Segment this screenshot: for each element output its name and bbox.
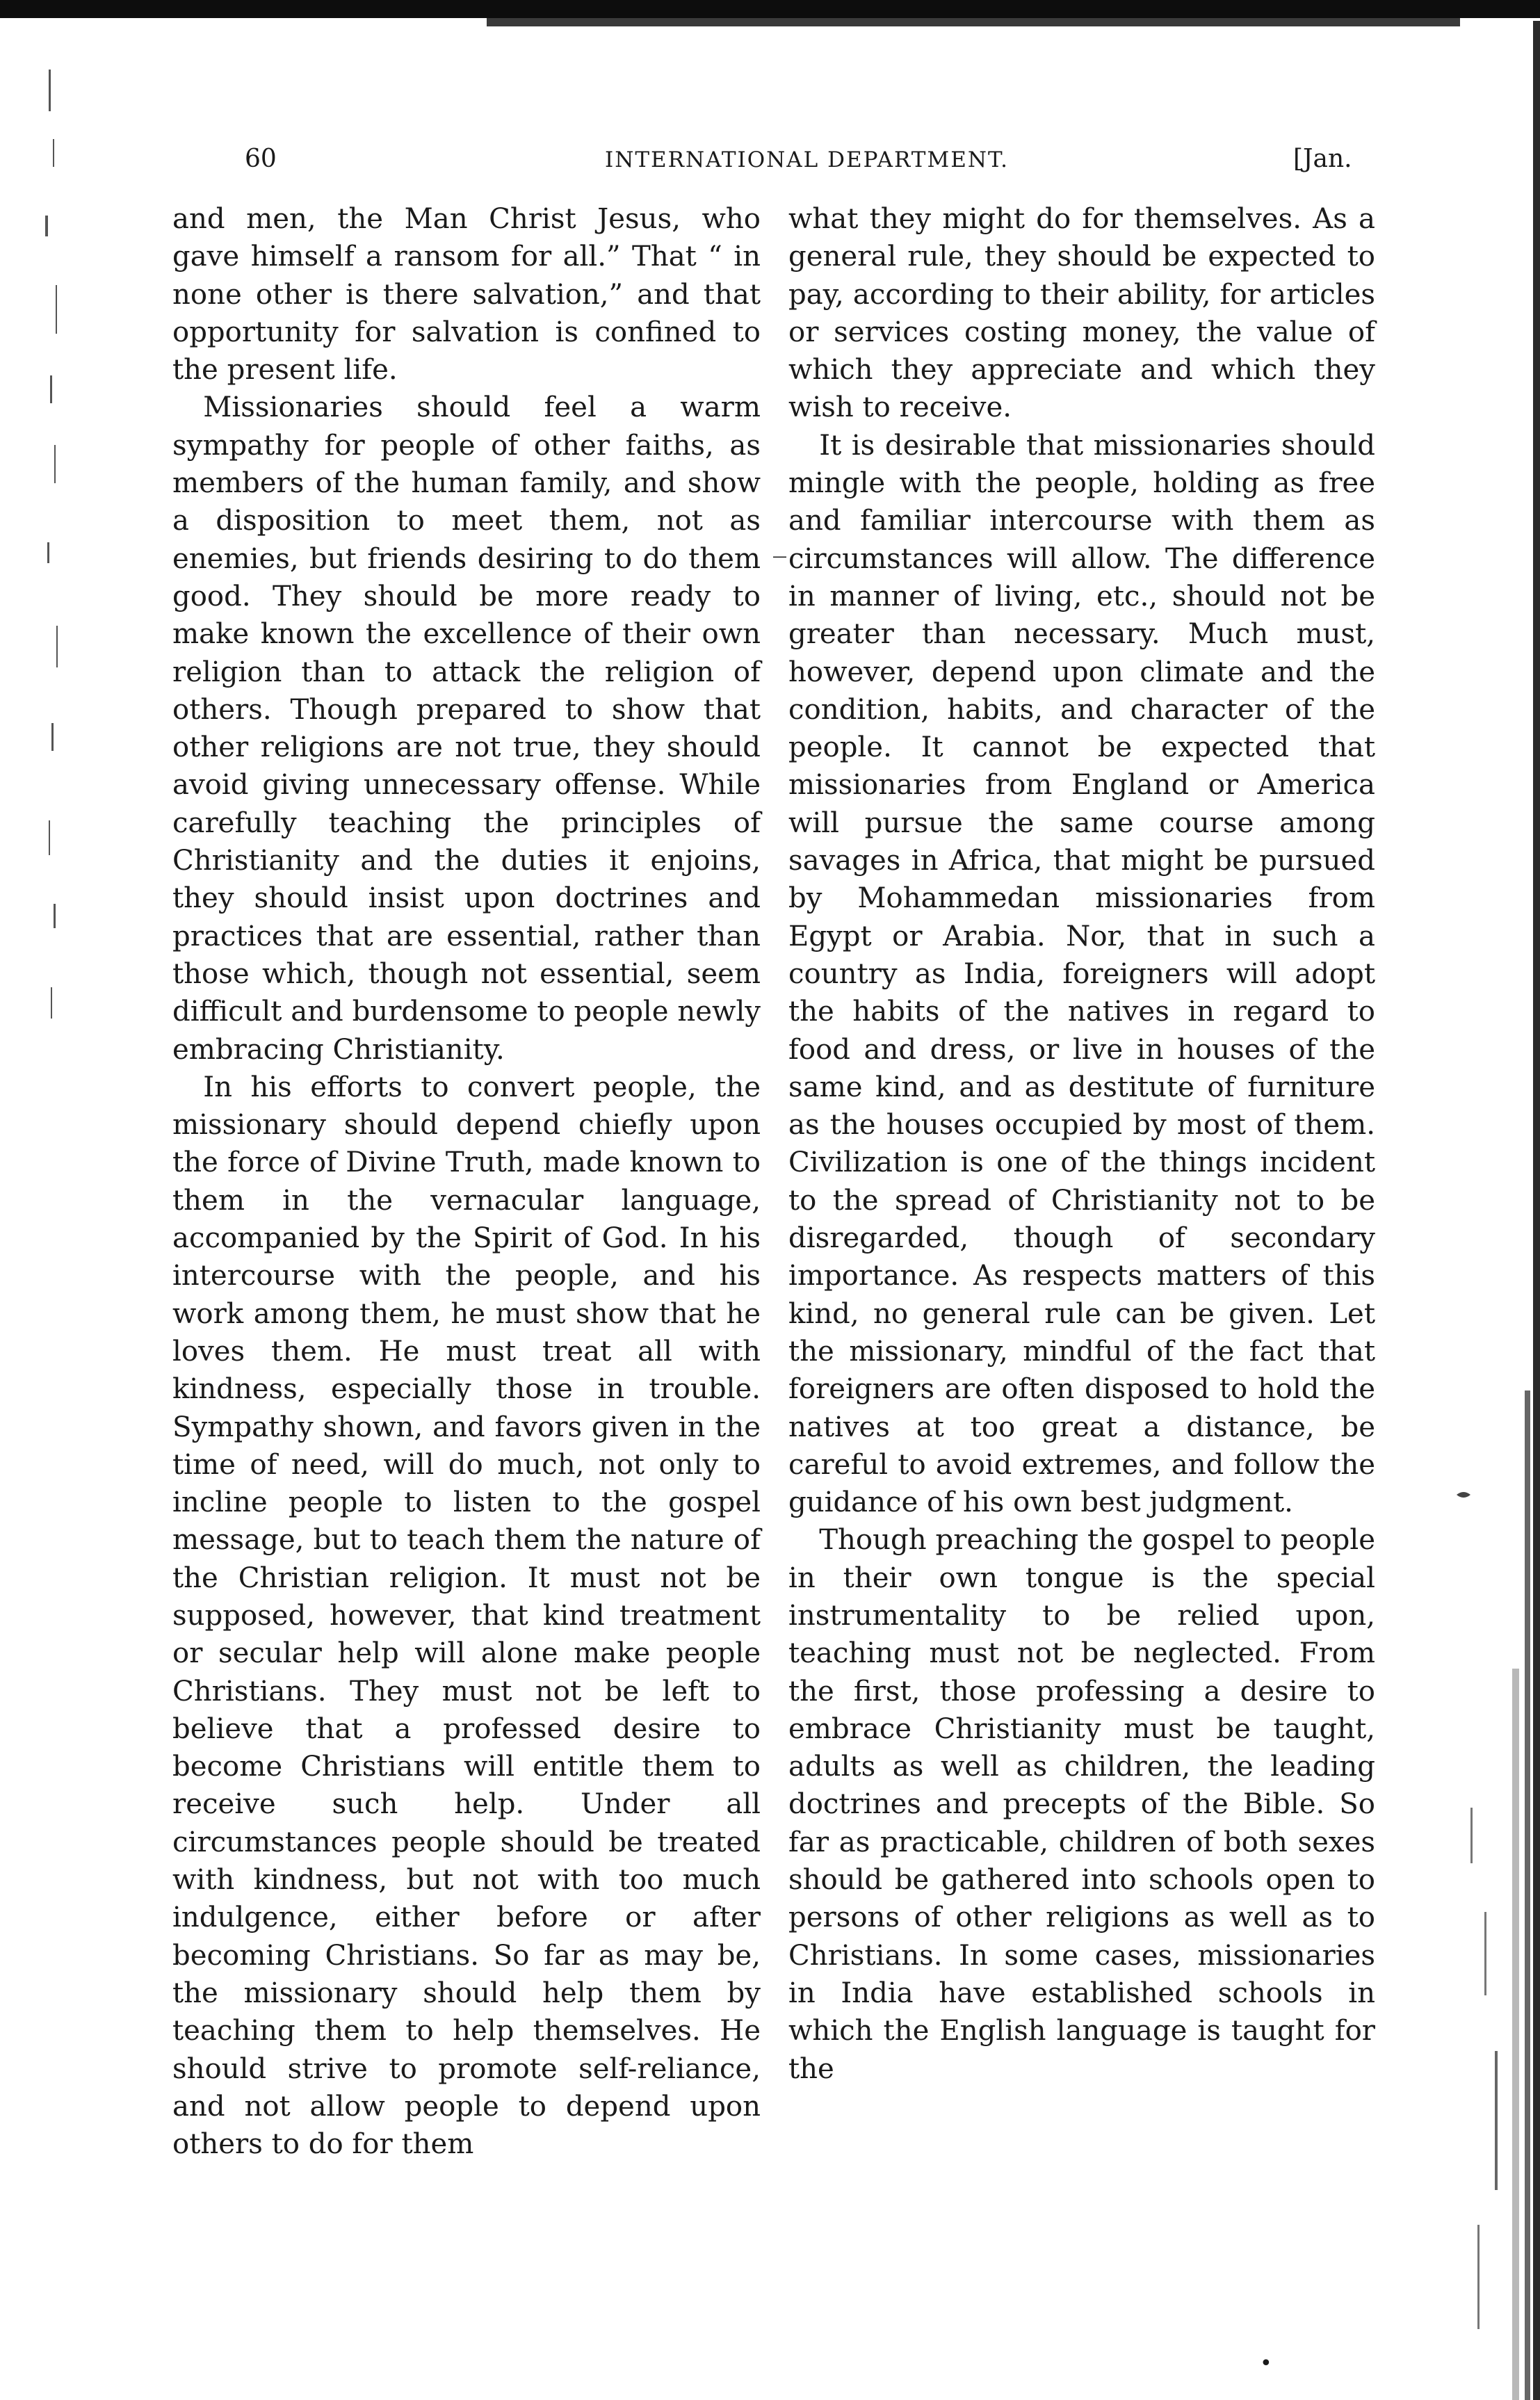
right-paragraph-3: Though preaching the gospel to people in their own tongue is the special instrumentality to be relied upon, teaching must not be neglected. From the first, those professing a desire to embrace Christianity must be taught, adults as well as children, the leading doctrines and precepts of the Bible. So far as practicable, children of both sexes should be gathered into schools open to persons of other religions as well as to Christians. In some cases, missionaries in India have established schools in which the English language is taught for the bbox=[788, 1524, 1375, 2085]
right-paragraph-2: It is desirable that missionaries should mingle with the people, holding as free and familiar intercourse with them as circumstances will allow. The difference in manner of living, etc., should not be greater than necessary. Much must, however, depend upon climate and the condition, habits, and character of the people. It cannot be expected that missionaries from England or America will pursue the same course among savages in Africa, that might be pursued by Mohammedan missionaries from Egypt or Arabia. Nor, that in such a country as India, foreigners will adopt the habits of the natives in regard to food and dress, or live in houses of the same kind, and as destitute of furniture as the houses occupied by most of them. Civilization is one of the things incident to the spread of Christianity not to be disregarded, though of secondary importance. As respects matters of this kind, no general rule can be given. Let the missionary, mindful of the fact that foreigners are often disposed to hold the natives at too great a distance, be careful to avoid extremes, and follow the guidance of his own best judgment. bbox=[788, 429, 1375, 1519]
header-month: [Jan. bbox=[1293, 145, 1352, 173]
left-margin-specks bbox=[28, 56, 76, 1098]
top-grey-rule bbox=[487, 18, 1460, 26]
running-header bbox=[0, 145, 1540, 186]
page-number: 60 bbox=[245, 145, 277, 173]
left-paragraph-1: and men, the Man Christ Jesus, who gave himself a ransom for all.” That “ in none other is there salvation,” and that opportunity for salvation is confined to the present life. bbox=[172, 203, 761, 387]
top-black-rule bbox=[0, 0, 1540, 18]
right-page-edge-shadow bbox=[1429, 0, 1540, 2400]
running-title: INTERNATIONAL DEPARTMENT. bbox=[605, 147, 1009, 172]
left-paragraph-3: In his efforts to convert people, the missionary should depend chiefly upon the force of Divine Truth, made known to them in the vernacular language, accompanied by the Spirit of God. In his intercourse with the people, and his work among them, he must show that he loves them. He must treat all with kindness, especially those in trouble. Sympathy shown, and favors given in the time of need, will do much, not only to incline people to listen to the gospel message, but to teach them the nature of the Christian religion. It must not be supposed, however, that kind treatment or secular help will alone make people Christians. They must not be left to believe that a professed desire to become Christians will entitle them to receive such help. Under all circumstances people should be treated with kindness, but not with too much indulgence, either before or after becoming Christians. So far as may be, the missionary should help them by teaching them to help themselves. He should strive to promote self-reliance, and not allow people to depend upon others to do for them bbox=[172, 1071, 761, 2161]
left-paragraph-2: Missionaries should feel a warm sympathy for people of other faiths, as members of the human family, and show a disposition to meet them, not as enemies, but friends desiring to do them good. They should be more ready to make known the excellence of their own religion than to attack the religion of others. Though prepared to show that other religions are not true, they should avoid giving unnecessary offense. While carefully teaching the principles of Christianity and the duties it enjoins, they should insist upon doctrines and practices that are essential, rather than those which, though not essential, seem difficult and burdensome to people newly embracing Christianity. bbox=[172, 391, 761, 1066]
right-paragraph-1: what they might do for themselves. As a general rule, they should be expected to pay, according to their ability, for articles or services costing money, the value of which they appreciate and which they wish to receive. bbox=[788, 203, 1375, 424]
right-column bbox=[788, 200, 1375, 2088]
bottom-margin-mark: • bbox=[1260, 2351, 1272, 2376]
margin-paragraph-mark: _ bbox=[773, 527, 786, 558]
left-column bbox=[172, 200, 761, 2163]
